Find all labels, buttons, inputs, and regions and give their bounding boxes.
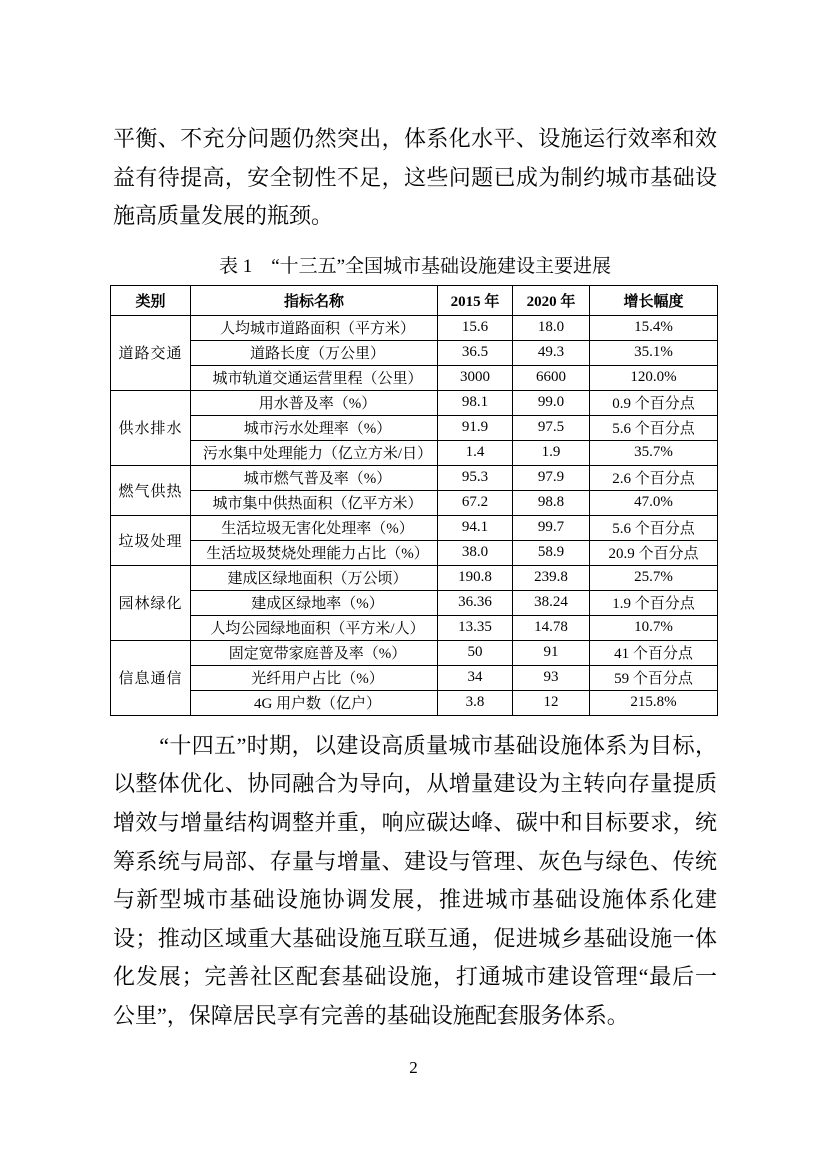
table-row (111, 615, 718, 640)
growth-cell: 5.6 个百分点 (590, 415, 718, 440)
paragraph-line: 益有待提高，安全韧性不足，这些问题已成为制约城市基础设 (113, 164, 717, 190)
indicator-cell: 人均公园绿地面积（平方米/人） (191, 615, 438, 640)
value-2015-cell: 94.1 (438, 515, 513, 540)
paragraph-line: 平衡、不充分问题仍然突出，体系化水平、设施运行效率和效 (113, 126, 717, 151)
category-cell: 园林绿化 (111, 565, 191, 640)
growth-cell: 120.0% (590, 365, 718, 390)
growth-cell: 2.6 个百分点 (590, 465, 718, 490)
table-row (111, 365, 718, 390)
growth-cell: 215.8% (590, 690, 718, 715)
page-content (113, 120, 717, 1036)
indicator-cell: 人均城市道路面积（平方米） (191, 315, 438, 340)
table-header-row (111, 285, 718, 315)
value-2015-cell: 13.35 (438, 615, 513, 640)
table-row (111, 690, 718, 715)
growth-cell: 5.6 个百分点 (590, 515, 718, 540)
value-2015-cell: 3.8 (438, 690, 513, 715)
value-2015-cell: 98.1 (438, 390, 513, 415)
value-2020-cell: 99.0 (513, 390, 590, 415)
value-2015-cell: 1.4 (438, 440, 513, 465)
growth-cell: 0.9 个百分点 (590, 390, 718, 415)
indicator-cell: 城市轨道交通运营里程（公里） (191, 365, 438, 390)
paragraph-line: 增效与增量结构调整并重，响应碳达峰、碳中和目标要求，统 (113, 809, 717, 835)
indicator-cell: 建成区绿地面积（万公顷） (191, 565, 438, 590)
value-2020-cell: 98.8 (513, 490, 590, 515)
table-caption: 表 1 “十三五”全国城市基础设施建设主要进展 (218, 255, 612, 277)
value-2020-cell: 1.9 (513, 440, 590, 465)
value-2015-cell: 95.3 (438, 465, 513, 490)
growth-cell: 20.9 个百分点 (590, 540, 718, 565)
value-2020-cell: 239.8 (513, 565, 590, 590)
category-cell: 垃圾处理 (111, 515, 191, 565)
table-row (111, 640, 718, 665)
category-cell: 燃气供热 (111, 465, 191, 515)
indicator-cell: 光纤用户占比（%） (191, 665, 438, 690)
indicator-cell: 固定宽带家庭普及率（%） (191, 640, 438, 665)
table-row (111, 390, 718, 415)
page-number: 2 (409, 1058, 418, 1077)
growth-cell: 59 个百分点 (590, 665, 718, 690)
indicator-cell: 污水集中处理能力（亿立方米/日） (191, 440, 438, 465)
paragraph-line: 设；推动区域重大基础设施互联互通，促进城乡基础设施一体 (113, 925, 717, 951)
value-2015-cell: 190.8 (438, 565, 513, 590)
value-2015-cell: 36.36 (438, 590, 513, 615)
table-row (111, 465, 718, 490)
header-indicator: 指标名称 (191, 285, 438, 315)
value-2020-cell: 14.78 (513, 615, 590, 640)
value-2020-cell: 38.24 (513, 590, 590, 615)
indicator-cell: 生活垃圾无害化处理率（%） (191, 515, 438, 540)
category-cell: 信息通信 (111, 640, 191, 715)
header-2015: 2015 年 (438, 285, 513, 315)
indicator-cell: 道路长度（万公里） (191, 340, 438, 365)
progress-table (110, 285, 718, 716)
table-row (111, 315, 718, 340)
value-2015-cell: 15.6 (438, 315, 513, 340)
value-2020-cell: 97.9 (513, 465, 590, 490)
indicator-cell: 4G 用户数（亿户） (191, 690, 438, 715)
value-2020-cell: 97.5 (513, 415, 590, 440)
paragraph-line: 施高质量发展的瓶颈。 (113, 203, 334, 229)
indicator-cell: 建成区绿地率（%） (191, 590, 438, 615)
table-row (111, 565, 718, 590)
growth-cell: 10.7% (590, 615, 718, 640)
header-category: 类别 (111, 285, 191, 315)
growth-cell: 1.9 个百分点 (590, 590, 718, 615)
value-2015-cell: 36.5 (438, 340, 513, 365)
growth-cell: 41 个百分点 (590, 640, 718, 665)
paragraph-line: 以整体优化、协同融合为导向，从增量建设为主转向存量提质 (113, 771, 717, 797)
paragraph-line: 化发展；完善社区配套基础设施，打通城市建设管理“最后一 (113, 964, 717, 990)
paragraph-line: 筹系统与局部、存量与增量、建设与管理、灰色与绿色、传统 (113, 848, 717, 874)
growth-cell: 25.7% (590, 565, 718, 590)
value-2015-cell: 38.0 (438, 540, 513, 565)
value-2015-cell: 50 (438, 640, 513, 665)
value-2015-cell: 34 (438, 665, 513, 690)
header-growth: 增长幅度 (590, 285, 718, 315)
table-row (111, 540, 718, 565)
indicator-cell: 生活垃圾焚烧处理能力占比（%） (191, 540, 438, 565)
value-2020-cell: 99.7 (513, 515, 590, 540)
table-row (111, 440, 718, 465)
header-2020: 2020 年 (513, 285, 590, 315)
growth-cell: 47.0% (590, 490, 718, 515)
value-2020-cell: 58.9 (513, 540, 590, 565)
category-cell: 道路交通 (111, 315, 191, 390)
value-2020-cell: 18.0 (513, 315, 590, 340)
paragraph-body (113, 727, 717, 1036)
paragraph-line: 公里”，保障居民享有完善的基础设施配套服务体系。 (113, 1002, 629, 1028)
table-row (111, 590, 718, 615)
growth-cell: 15.4% (590, 315, 718, 340)
category-cell: 供水排水 (111, 390, 191, 465)
growth-cell: 35.7% (590, 440, 718, 465)
value-2020-cell: 12 (513, 690, 590, 715)
value-2020-cell: 49.3 (513, 340, 590, 365)
table-row (111, 415, 718, 440)
indicator-cell: 城市污水处理率（%） (191, 415, 438, 440)
growth-cell: 35.1% (590, 340, 718, 365)
value-2015-cell: 91.9 (438, 415, 513, 440)
value-2015-cell: 67.2 (438, 490, 513, 515)
indicator-cell: 用水普及率（%） (191, 390, 438, 415)
indicator-cell: 城市集中供热面积（亿平方米） (191, 490, 438, 515)
value-2020-cell: 6600 (513, 365, 590, 390)
paragraph-line: 与新型城市基础设施协调发展，推进城市基础设施体系化建 (113, 887, 717, 913)
value-2020-cell: 91 (513, 640, 590, 665)
table-row (111, 340, 718, 365)
value-2015-cell: 3000 (438, 365, 513, 390)
value-2020-cell: 93 (513, 665, 590, 690)
table-row (111, 490, 718, 515)
table-row (111, 515, 718, 540)
paragraph-line: “十四五”时期，以建设高质量城市基础设施体系为目标， (159, 732, 717, 758)
paragraph-continuation (113, 120, 717, 236)
indicator-cell: 城市燃气普及率（%） (191, 465, 438, 490)
table-row (111, 665, 718, 690)
